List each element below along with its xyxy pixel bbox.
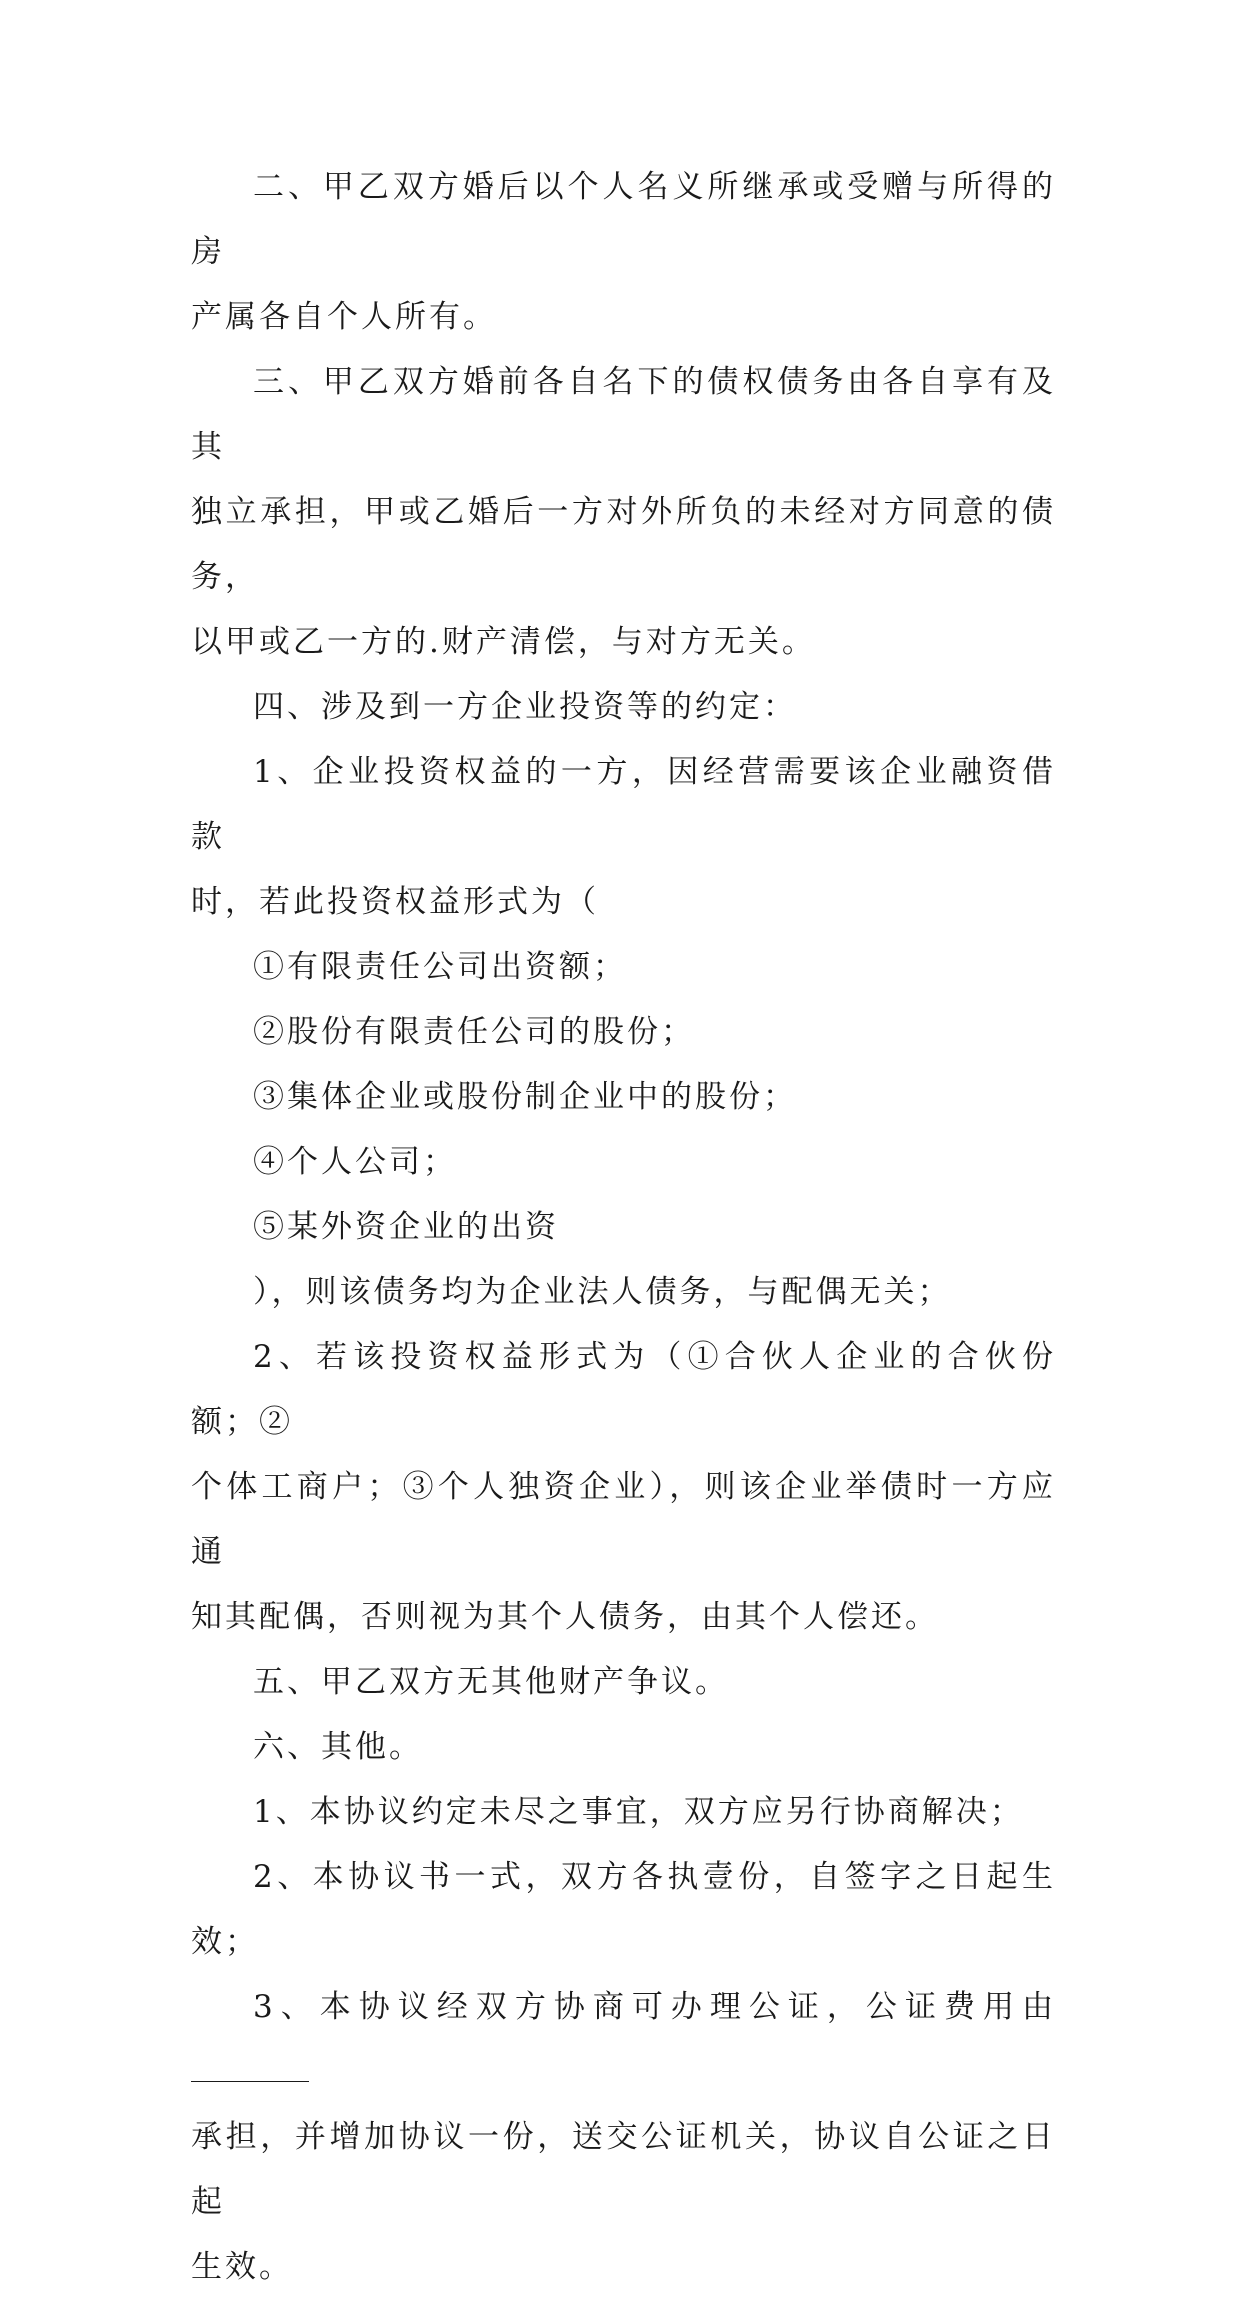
paragraph-line: 2、本协议书一式，双方各执壹份，自签字之日起生效； [191, 1859, 1056, 1960]
paragraph-6-2 [191, 1845, 1056, 1975]
option-4 [191, 1130, 1056, 1195]
paragraph-line: 二、甲乙双方婚后以个人名义所继承或受赠与所得的房 [191, 169, 1056, 270]
document-body [191, 155, 1056, 2300]
paragraph-line: ），则该债务均为企业法人债务，与配偶无关； [253, 1274, 952, 1310]
paragraph-line: ①有限责任公司出资额； [253, 949, 627, 985]
paragraph-line: 生效。 [191, 2249, 293, 2285]
paragraph-4 [191, 675, 1056, 740]
paragraph-line: 时，若此投资权益形式为（ [191, 884, 599, 920]
paragraph-line: 四、涉及到一方企业投资等的约定： [253, 689, 797, 725]
option-3 [191, 1065, 1056, 1130]
paragraph-line: 承担，并增加协议一份，送交公证机关，协议自公证之日起 [191, 2119, 1056, 2220]
paragraph-line: 个体工商户；③个人独资企业），则该企业举债时一方应通 [191, 1469, 1056, 1570]
paragraph-6-1 [191, 1780, 1056, 1845]
paragraph-line: ⑤某外资企业的出资 [253, 1209, 559, 1245]
paragraph-line: 知其配偶，否则视为其个人债务，由其个人偿还。 [191, 1599, 939, 1635]
paragraph-line: 五、甲乙双方无其他财产争议。 [253, 1664, 729, 1700]
paragraph-line: 1、本协议约定未尽之事宜，双方应另行协商解决； [253, 1794, 1024, 1830]
paragraph-line: ②股份有限责任公司的股份； [253, 1014, 695, 1050]
paragraph-line-with-blank [191, 1975, 1056, 2105]
paragraph-line: ③集体企业或股份制企业中的股份； [253, 1079, 797, 1115]
paragraph-line: 独立承担，甲或乙婚后一方对外所负的未经对方同意的债务， [191, 494, 1056, 595]
option-1 [191, 935, 1056, 1000]
paragraph-line: 1、企业投资权益的一方，因经营需要该企业融资借款 [191, 754, 1056, 855]
paragraph-line: 六、其他。 [253, 1729, 423, 1765]
option-5 [191, 1195, 1056, 1260]
paragraph-line: 产属各自个人所有。 [191, 299, 497, 335]
option-2 [191, 1000, 1056, 1065]
paragraph-line: 以甲或乙一方的.财产清偿，与对方无关。 [191, 624, 816, 660]
closing-clause [191, 1260, 1056, 1325]
paragraph-4-1 [191, 740, 1056, 935]
paragraph-3 [191, 350, 1056, 675]
paragraph-line: ④个人公司； [253, 1144, 457, 1180]
paragraph-2 [191, 155, 1056, 350]
paragraph-line: 3、本协议经双方协商可办理公证，公证费用由 [253, 1989, 1056, 2025]
paragraph-6-3 [191, 1975, 1056, 2300]
paragraph-line: 2、若该投资权益形式为（①合伙人企业的合伙份额；② [191, 1339, 1056, 1440]
fill-in-blank [191, 2055, 309, 2082]
paragraph-5 [191, 1650, 1056, 1715]
paragraph-6 [191, 1715, 1056, 1780]
paragraph-line: 三、甲乙双方婚前各自名下的债权债务由各自享有及其 [191, 364, 1056, 465]
paragraph-4-2 [191, 1325, 1056, 1650]
